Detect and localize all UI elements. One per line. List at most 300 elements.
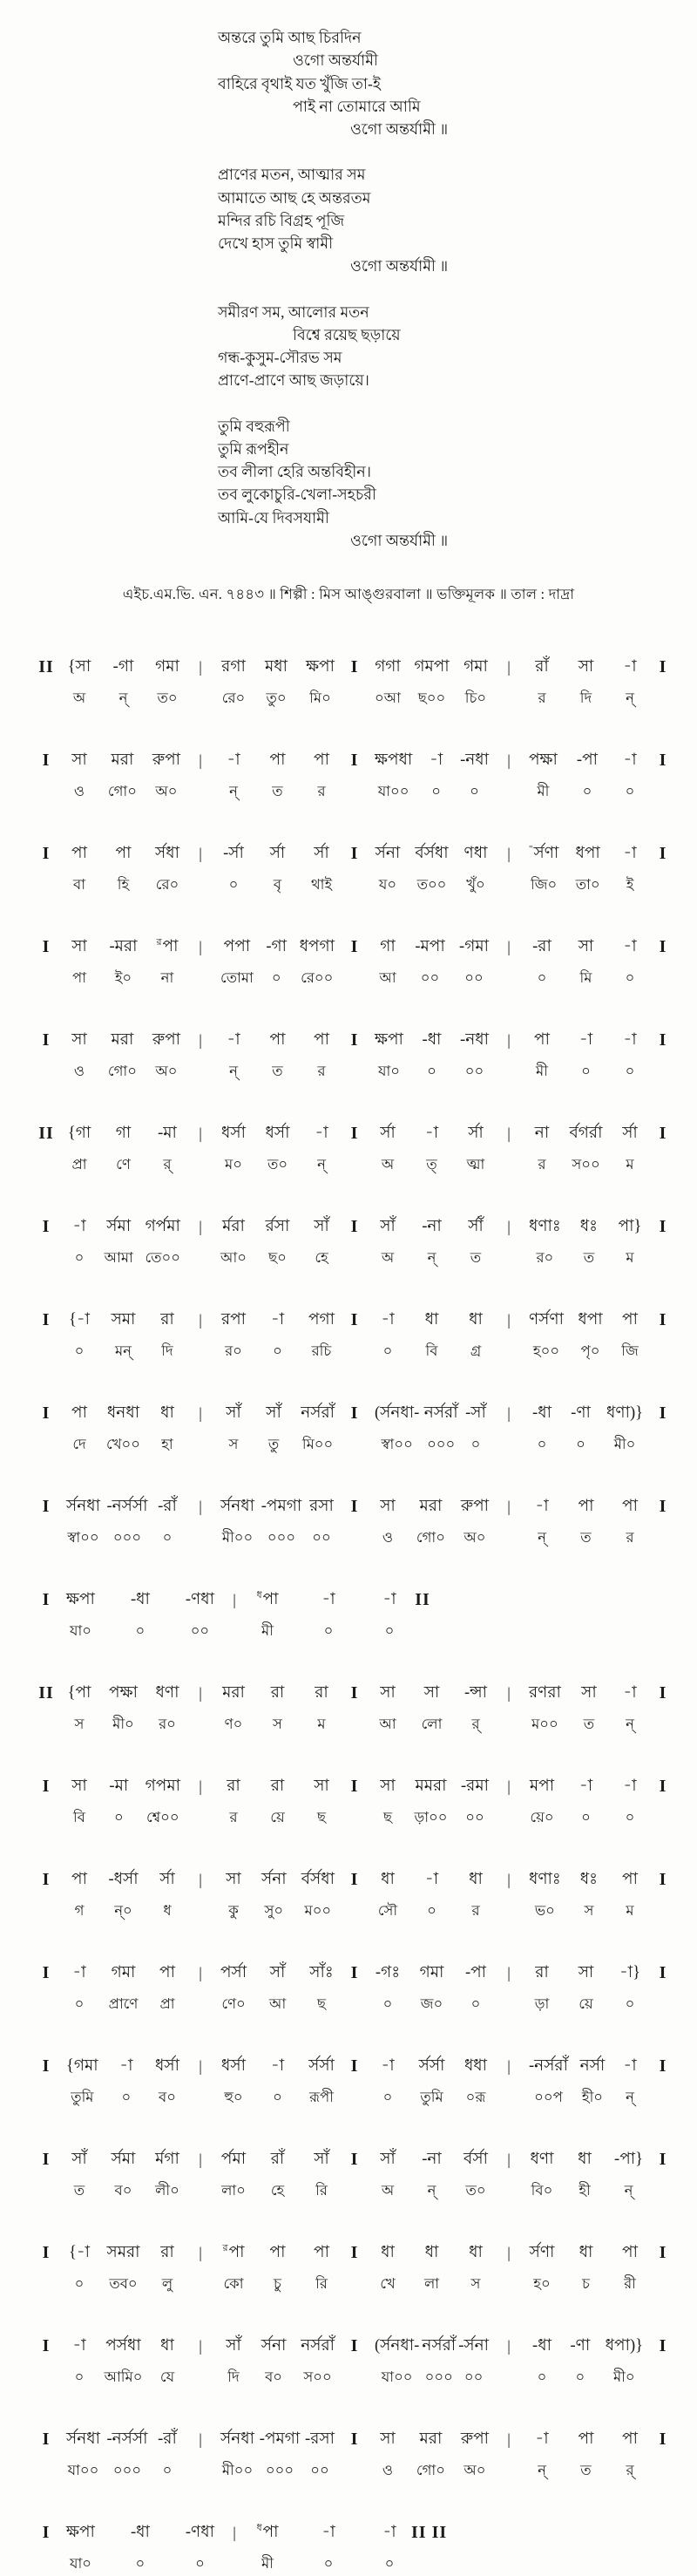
grace-note: " [529,843,533,854]
note-syllable-cell [573,935,599,990]
swara-notation: -ধা [130,2524,150,2541]
lyric-syllable: ছ০ [268,1249,287,1266]
note-syllable-cell [617,1122,643,1177]
measure-separator-thin: | [233,1591,236,1608]
note-syllable-cell [66,1961,92,2016]
note-syllable-cell [308,749,335,804]
measure-separator-thin: | [199,1125,202,1142]
lyric-line: তুমি রূপহীন [218,439,289,458]
swara-notation: পা [314,1031,329,1049]
note-syllable-cell [529,1122,555,1177]
note-syllable-cell [463,842,489,897]
measure [520,2335,652,2389]
measure-separator-thin: | [507,2337,511,2355]
note-syllable-cell [573,1029,599,1084]
lyric-syllable: ম [626,1249,634,1266]
swara-notation: -পমগা [259,2430,301,2448]
measure [212,1775,343,1830]
swara-notation: -ধা [532,1404,552,1422]
swara-notation: -া [321,1591,335,1608]
lyric-syllable: স [273,1716,282,1732]
note-syllable-cell [419,2148,445,2203]
swara-notation: -রা [532,938,552,955]
lyric-syllable: ০ [537,969,547,986]
swara-notation: র্সা [159,1871,175,1888]
notation-row [35,1868,674,1923]
measure [520,842,652,897]
lyric-syllable: ০ [575,2369,585,2385]
note-syllable-cell [416,2428,445,2483]
swara-notation: র্মগা [155,2151,179,2168]
lyric-syllable: সৌ [377,1902,398,1919]
measure [58,935,189,990]
swara-notation: র্সা [468,1125,484,1142]
lyric-syllable: ০ [74,2275,85,2292]
lyric-syllable: অ০ [155,1063,178,1079]
lyric-syllable: ০ [382,1342,393,1359]
measure-separator-thin: | [199,1311,202,1329]
bar-line-end: I [659,1030,667,1050]
swara-notation: -া [623,1777,637,1795]
measure [58,2148,189,2203]
lyric-syllable: আমি০ [104,2369,143,2385]
lyric-syllable: র [229,1809,238,1825]
note-syllable-cell [573,1775,599,1830]
note-syllable-cell [111,656,137,710]
notation-row [35,2148,674,2203]
note-syllable-cell [573,1961,599,2016]
lyric-syllable: ধ [163,1902,172,1919]
lyric-syllable: মন্ [114,1342,132,1359]
note-syllable-cell [66,1868,92,1923]
measure [520,2428,652,2483]
measure [520,1495,652,1550]
measure-separator-thin: | [507,2057,511,2075]
bar-line-end: I [659,844,667,863]
note-syllable-cell [220,2148,247,2203]
swara-notation: গমা [155,658,179,676]
swara-notation: পা [314,751,329,769]
note-syllable-cell [220,1682,247,1737]
measure [520,1868,652,1923]
lyric-syllable: তা০ [575,876,600,893]
note-syllable-cell [463,2241,489,2296]
swara-notation: সাঁ [226,1404,241,1422]
note-syllable-cell [415,842,448,897]
note-syllable-cell [220,842,247,897]
measure-separator-bold: I [350,2336,359,2355]
swara-notation: রা [160,1311,174,1329]
lyric-syllable: রে০ [155,876,179,893]
lyric-syllable: জ০ [420,1995,443,2012]
note-syllable-cell [152,749,180,804]
measure [212,1868,343,1923]
swara-notation: -া [623,751,637,769]
lyric-syllable: বি [73,1809,85,1825]
lyric-syllable: হ০০ [532,1342,560,1359]
note-syllable-cell [264,1308,290,1363]
measure [58,1682,189,1737]
measure [58,842,189,897]
swara-notation: -গা [112,658,134,676]
swara-notation: -মপা [415,938,445,955]
lyric-syllable: ন্ [626,690,634,706]
note-syllable-cell [567,2335,593,2389]
lyric-syllable: ০রূ [465,2089,486,2105]
lyric-syllable: ০০ [312,1529,331,1546]
note-syllable-cell [529,1402,555,1457]
note-syllable-cell [572,2148,598,2203]
lyric-syllable: ন্ [118,690,128,706]
lyric-syllable: খে [380,2275,396,2292]
bar-line-end: I [659,1963,667,1982]
note-syllable-cell [308,842,335,897]
lyric-syllable: ন্ [229,1063,238,1079]
note-syllable-cell [463,1402,489,1457]
note-syllable-cell [573,656,599,710]
swara-notation: ধণাঃ [529,1871,561,1888]
lyric-syllable: ০ [582,783,592,799]
measure [212,2055,343,2110]
swara-notation: -ন্সা [464,1684,488,1702]
lyric-syllable: য়ে [579,1995,593,2012]
note-syllable-cell [461,2428,489,2483]
note-syllable-cell [375,2148,401,2203]
bar-line-start: II [38,657,54,676]
lyric-syllable: ০ [74,1249,85,1266]
bar-line-end: I [659,1497,667,1516]
swara-notation: সা [578,658,594,676]
swara-notation: পর্সা [220,1964,247,1981]
note-syllable-cell [375,1402,419,1457]
swara-notation: -র্সনা [458,2337,489,2355]
lyric-syllable: ০০০ [267,1529,296,1546]
lyric-syllable: গো০ [416,1529,445,1546]
note-syllable-cell [617,1961,643,2016]
note-syllable-cell [261,2335,287,2389]
lyric-syllable: হী [579,2182,591,2199]
lyric-syllable: ন্ [538,2462,546,2478]
measure-separator-thin: | [199,1964,202,1981]
note-syllable-cell [105,1775,132,1830]
lyric-syllable: মী০ [613,2369,635,2385]
lyric-syllable: র০ [225,1342,242,1359]
bar-line-start: II [38,1124,54,1143]
lyric-syllable: গ [74,1902,85,1919]
swara-notation: পা [71,1404,87,1422]
lyric-syllable: ও [73,1063,85,1079]
note-syllable-cell [66,1682,92,1737]
note-syllable-cell [220,1495,254,1550]
lyric-syllable: সু০ [264,1902,284,1919]
measure-separator-thin: | [507,1125,511,1142]
notation-row [35,2335,674,2389]
notation-row [35,2428,674,2483]
swara-notation: "র্সণা [529,843,559,862]
lyric-syllable: গো০ [107,783,137,799]
swara-notation: ধনধা [106,1404,140,1422]
measure [212,1402,343,1457]
swara-notation: {গা [67,1125,91,1142]
lyric-syllable: ভ০ [534,1902,555,1919]
lyric-syllable: র০ [536,1249,554,1266]
swara-notation: -রমা [461,1777,489,1795]
swara-notation: পা [622,1311,638,1329]
swara-notation: -া [72,1218,86,1235]
note-syllable-cell [529,2148,555,2203]
swara-notation: নর্সরাঁ [301,2337,335,2355]
note-syllable-cell [186,2521,214,2576]
lyric-syllable: ত [470,1249,482,1266]
lyric-syllable: স০০ [303,2369,332,2385]
swara-notation: {-া [68,2244,91,2261]
swara-notation: ধণা [530,2151,554,2168]
lyric-syllable: চু [274,2275,281,2292]
measure [58,1961,189,2016]
measure-separator-thin: | [507,1684,511,1702]
lyric-syllable: দি [579,690,592,706]
bar-line-end: I [659,1217,667,1236]
swara-notation: -া [623,938,637,955]
swara-notation: সাঁঃ [309,1964,334,1981]
lyric-syllable: ০ [581,1809,591,1825]
note-syllable-cell [66,1308,92,1363]
lyric-syllable: যা০০ [377,783,409,799]
note-syllable-cell [573,2428,599,2483]
lyric-syllable: হি [117,876,130,893]
lyric-syllable: বা [73,876,85,893]
swara-notation: পা [269,1031,286,1049]
swara-notation: সাঁ [71,2151,87,2168]
note-syllable-cell [529,2428,555,2483]
note-syllable-cell [461,1775,489,1830]
measure [520,1215,652,1270]
note-syllable-cell [265,2148,291,2203]
lyric-syllable: খে০০ [106,1436,140,1452]
lyric-syllable: ত [583,1716,595,1732]
swara-notation: -া [424,1125,439,1142]
swara-notation: -ধর্সা [108,1871,139,1888]
swara-notation: মরা [419,2430,443,2448]
note-syllable-cell [375,1029,403,1084]
note-syllable-cell [301,2335,335,2389]
swara-notation: -গা [266,938,288,955]
lyric-syllable: ০০০ [112,1529,142,1546]
note-syllable-cell [414,656,449,710]
note-syllable-cell [108,749,137,804]
note-syllable-cell [375,1868,401,1923]
swara-notation: -া [381,1311,395,1329]
record-meta-line: এইচ.এম.ভি. এন. ৭৪৪৩ ॥ শিল্পী : মিস আঙ্গুরবালা ॥ ভক্তিমূলক ॥ তাল : দাদ্রা [122,586,575,602]
note-syllable-cell [154,1961,180,2016]
measure-separator-thin: | [199,1031,202,1049]
note-syllable-cell [111,1122,137,1177]
lyric-line: প্রাণের মতন, আত্মার সম [218,166,366,184]
swara-notation: র্সা [622,1125,638,1142]
swara-notation: -রসা [305,2430,335,2448]
lyric-syllable: র০ [159,1716,176,1732]
lyric-syllable: ০ [625,969,635,986]
lyric-line: গন্ধ-কুসুম-সৌরভ সম [218,349,342,366]
note-syllable-cell [315,2521,342,2576]
bar-line-end: I [659,1870,667,1889]
measure-separator-bold: I [350,2430,359,2449]
note-syllable-cell [375,656,401,710]
notation-row [35,1402,674,1457]
note-syllable-cell [419,1308,445,1363]
swara-notation: র্সা [380,1125,396,1142]
note-syllable-cell [423,749,450,804]
lyric-syllable: র [317,783,326,799]
swara-notation: মধা [265,658,288,676]
notation-row [35,1775,674,1830]
measure-separator-thin: | [199,1777,202,1795]
swara-notation: পা [622,2430,638,2448]
lyric-syllable: ন্ [626,2089,634,2105]
lyric-syllable: স্বা০০ [67,1529,99,1546]
lyric-syllable: ণে [116,1156,131,1172]
note-syllable-cell [424,1402,458,1457]
lyric-syllable: তুমি [420,2089,443,2105]
lyric-syllable: অ০ [155,783,178,799]
measure [58,1308,189,1363]
swara-notation: -না [422,1218,442,1235]
swara-notation: সা [71,938,87,955]
note-syllable-cell [308,1029,335,1084]
note-syllable-cell [106,1495,147,1550]
swara-notation: সা [71,1031,87,1049]
swara-notation: -া [535,1498,549,1515]
swara-notation: ণর্সণা [529,1311,564,1329]
swara-notation: র্মরা [222,1218,245,1235]
lyric-syllable: রূপী [309,2089,334,2105]
measure [520,2148,652,2203]
lyric-syllable: ০০০ [427,1436,456,1452]
swara-notation: -া [381,2057,395,2075]
swara-notation: সা [71,751,87,769]
measure [246,1588,411,1643]
swara-notation: সা [423,1684,440,1702]
lyric-syllable: রে০ [221,690,246,706]
swara-notation: পপা [223,938,251,955]
measure [520,935,652,990]
lyric-syllable: ম০ [225,1156,242,1172]
note-syllable-cell [220,1029,247,1084]
lyric-syllable: ণ০ [224,1716,243,1732]
swara-notation: ক্ষপধা [375,751,413,769]
swara-notation: সমরা [106,2244,140,2261]
lyric-syllable: ০০ [464,2369,484,2385]
lyric-syllable: আ [379,969,396,986]
lyric-syllable: লা০ [221,2182,246,2199]
note-syllable-cell [461,1495,489,1550]
measure [520,1029,652,1084]
lyric-syllable: রচি [311,1342,332,1359]
note-syllable-cell [375,1682,401,1737]
swara-notation: -ণা [570,2337,591,2355]
note-syllable-cell [220,1868,247,1923]
lyric-syllable: ও [73,783,85,799]
measure [520,1682,652,1737]
swara-notation: -নর্সরাঁ [529,2057,568,2075]
lyric-line: তুমি বহুরূপী [218,417,290,435]
note-syllable-cell [459,935,489,990]
lyric-syllable: ত০ [267,1156,288,1172]
note-syllable-cell [66,1215,92,1270]
note-syllable-cell [375,1775,401,1830]
note-syllable-cell [415,935,444,990]
lyric-syllable: ০ [271,969,281,986]
swara-notation: ধপগা [299,938,335,955]
measure-separator-thin: | [507,1777,511,1795]
lyric-syllable: দি [227,2369,240,2385]
lyric-line: তব লুকোচুরি-খেলা-সহচরী [218,486,376,504]
bar-line-start: I [42,1217,51,1236]
lyric-syllable: ০ [162,2462,173,2478]
swara-notation: -নর্সর্সা [106,2430,148,2448]
measure [212,2241,343,2296]
measure [520,1961,652,2016]
bar-line-start: I [42,2336,51,2355]
lyric-syllable: না [160,969,174,986]
lyric-syllable: তোমা [220,969,254,986]
lyric-syllable: ০ [625,1809,635,1825]
swara-notation: র্সনা [261,2337,287,2355]
swara-notation: পা [159,1964,175,1981]
measure-separator-bold: I [350,2150,359,2169]
measure-separator-thin: | [199,2244,202,2261]
lyric-syllable: স্বা০০ [381,1436,413,1452]
lyric-syllable: যা০০ [67,2462,99,2478]
measure-separator-bold: I [350,1404,359,1423]
note-syllable-cell [617,2055,643,2110]
note-syllable-cell [308,1495,335,1550]
lyric-syllable: ব০ [114,2182,132,2199]
measure [366,1308,497,1363]
lyric-syllable: মী০০ [221,2462,254,2478]
measure [58,2055,189,2110]
note-syllable-cell [617,1682,643,1737]
lyric-syllable: ন্ [626,1716,634,1732]
measure-separator-thin: | [199,751,202,769]
swara-notation: ক্ষপা [66,2524,95,2541]
bar-line-end: I [659,2056,667,2076]
note-syllable-cell [261,1495,301,1550]
swara-notation: রুপা [460,2430,489,2448]
swara-notation: র্সাঁ [468,1218,484,1235]
swara-notation: ধা [469,2244,483,2261]
note-syllable-cell [220,2335,247,2389]
bar-line-start: I [42,1963,51,1982]
grace-note: ধ [256,1589,262,1601]
note-syllable-cell [529,935,555,990]
swara-notation: র্সনধা [220,1498,254,1515]
swara-notation: -া [72,1964,86,1981]
lyric-line: প্রাণে-প্রাণে আছ জড়ায়ে। [218,371,369,390]
note-syllable-cell [301,1402,335,1457]
swara-notation: -া [623,658,637,676]
note-syllable-cell [260,2428,300,2483]
swara-notation: সা [314,1777,329,1795]
swara-notation: ধা [160,1404,174,1422]
swara-notation: র্সর্সা [308,2057,335,2075]
lyric-syllable: রে০০ [301,969,334,986]
note-syllable-cell [529,656,555,710]
swara-notation: {গমা [66,2057,98,2075]
bar-line-end: I [659,2336,667,2355]
measure-separator-bold: I [350,1683,359,1703]
lyric-syllable: তে০০ [145,1249,180,1266]
